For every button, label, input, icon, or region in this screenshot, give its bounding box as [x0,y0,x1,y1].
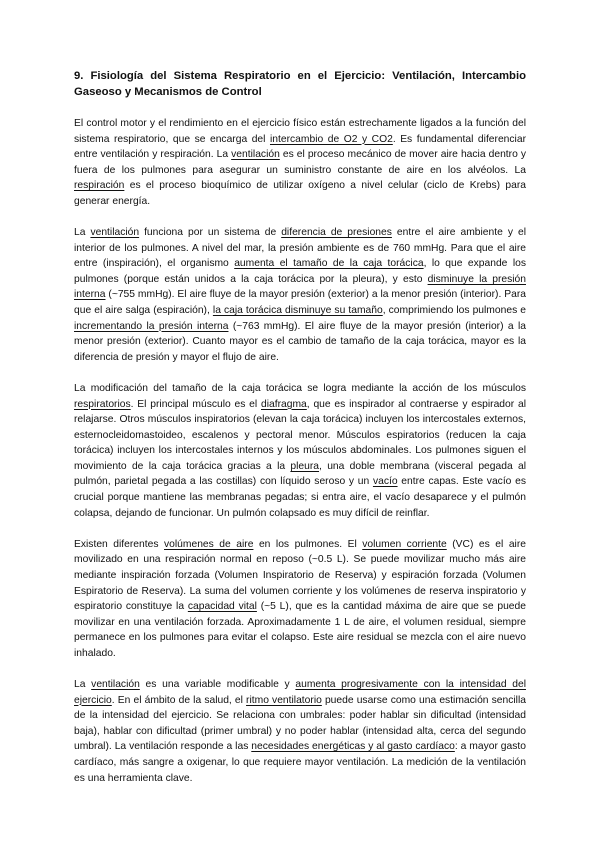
underlined-term: volumen corriente [362,538,447,550]
text-run: funciona por un sistema de [139,227,282,239]
text-run: : a mayor gasto cardíaco, más sangre a oxigenar, lo que requiere mayor ventilación. La medición de la ventilación es una herramienta clave. [74,741,526,784]
text-run: (VC) es el aire movilizado en una respiración normal en reposo (~0.5 L). Se puede movilizar mucho más aire mediante inspiración forzada (Volumen Inspiratorio de Reserva) y espiración forzada (Volumen Espiratorio de Reserva). La suma del volumen corriente y los volúmenes de reserva inspiratorio y espiratorio constituye la [74,538,526,613]
underlined-term: aumenta el tamaño de la caja torácica [234,258,424,270]
underlined-term: ritmo ventilatorio [246,694,322,706]
text-run: puede usarse como una estimación sencilla de la intensidad del ejercicio. Se relaciona con umbrales: poder hablar sin dificultad (intensidad baja), hablar con dificultad (primer umbral) y no poder hablar (intensidad alta, cerca del segundo umbral). La ventilación responde a las [74,694,526,753]
text-run: . Es fundamental diferenciar entre ventilación y respiración. La [74,133,527,161]
paragraph-2 [74,225,526,365]
underlined-term: diferencia de presiones [281,227,392,239]
text-run: (~5 L), que es la cantidad máxima de aire que se puede movilizar en una ventilación forzada. Aproximadamente 1 L de aire, el volumen residual, siempre permanece en los pulmones para evitar el colapso. Este aire residual se mezcla con el aire nuevo inhalado. [74,601,526,659]
text-run: . En el ámbito de la salud, el [111,694,247,706]
text-run: (~763 mmHg). El aire fluye de la mayor presión (interior) a la menor presión (exterior). Cuanto mayor es el cambio de tamaño de la caja torácica, mayor es la diferencia de presión y mayor el flujo de aire. [74,320,526,363]
text-run: , que es inspirador al contraerse y espirador al relajarse. Otros músculos inspiratorios (elevan la caja torácica) incluyen los intercostales externos, esternocleidomastoideo, escalenos y pectoral menor. Músculos espiratorios (reducen la caja torácica) incluyen los intercostales internos y los músculos abdominales. Los pulmones siguen el movimiento de la caja torácica gracias a la [74,398,526,472]
underlined-term: incrementando la presión interna [74,320,229,332]
section-title: 9. Fisiología del Sistema Respiratorio en el Ejercicio: Ventilación, Intercambio Gaseoso y Mecanismos de Control [74,70,526,98]
underlined-term: diafragma [261,398,307,410]
underlined-term: ventilación [91,679,140,690]
underlined-term: ventilación [90,227,140,239]
text-run: , lo que expande los pulmones (porque están unidos a la caja torácica por la pleura), y esto [74,258,526,285]
underlined-term: capacidad vital [187,601,257,613]
paragraph-5 [74,677,526,786]
text-run: (~755 mmHg). El aire fluye de la mayor presión (exterior) a la menor presión (interior). Para que el aire salga (espiración), [74,289,526,317]
text-run: en los pulmones. El [253,538,363,550]
underlined-term: pleura [290,460,320,472]
text-run: , comprimiendo los pulmones e [382,305,526,317]
paragraph-1 [74,116,526,210]
underlined-term: vacío [372,476,398,488]
text-run: La [74,227,91,239]
text-run: La modificación del tamaño de la caja torácica se logra mediante la acción de los músculos [74,382,526,394]
underlined-term: respiratorios [74,398,131,410]
text-run: , una doble membrana (visceral pegada al pulmón, parietal pegada a las costillas) con líquido seroso y un [74,460,526,488]
text-run: entre el aire ambiente y el interior de los pulmones. A nivel del mar, la presión ambiente es de 760 mmHg. Para que el aire entre (inspiración), el organismo [74,227,526,270]
text-run: El control motor y el rendimiento en el ejercicio físico están estrechamente ligados a la función del sistema respiratorio, que se encarga del [74,118,526,145]
text-run: . El principal músculo es el [130,398,261,410]
text-run: es el proceso bioquímico de utilizar oxígeno a nivel celular (ciclo de Krebs) para generar energía. [74,180,526,207]
body-text [74,116,526,786]
text-run: La [74,679,92,690]
underlined-term: volúmenes de aire [164,538,254,550]
underlined-term: intercambio de O2 y CO2 [269,133,393,145]
underlined-term: aumenta progresivamente con la intensidad del ejercicio [74,679,526,706]
text-run: Existen diferentes [74,538,164,550]
text-run: es el proceso mecánico de mover aire hacia dentro y fuera de los pulmones para asegurar un suministro constante de aire en los alvéolos. La [74,149,526,176]
text-run: entre capas. Este vacío es crucial porque mantiene las membranas pegadas; si entra aire, el vacío desaparece y el pulmón colapsa, dejando de funcionar. Un pulmón colapsado es muy difícil de reinflar. [74,476,526,519]
underlined-term: necesidades energéticas y al gasto cardíaco [251,741,455,753]
paragraph-4 [74,537,526,662]
underlined-term: la caja torácica disminuye su tamaño [212,305,383,317]
underlined-term: disminuye la presión interna [74,273,526,301]
text-run: es una variable modificable y [139,679,296,690]
paragraph-3 [74,381,526,521]
underlined-term: ventilación [231,149,280,161]
underlined-term: respiración [74,180,125,192]
